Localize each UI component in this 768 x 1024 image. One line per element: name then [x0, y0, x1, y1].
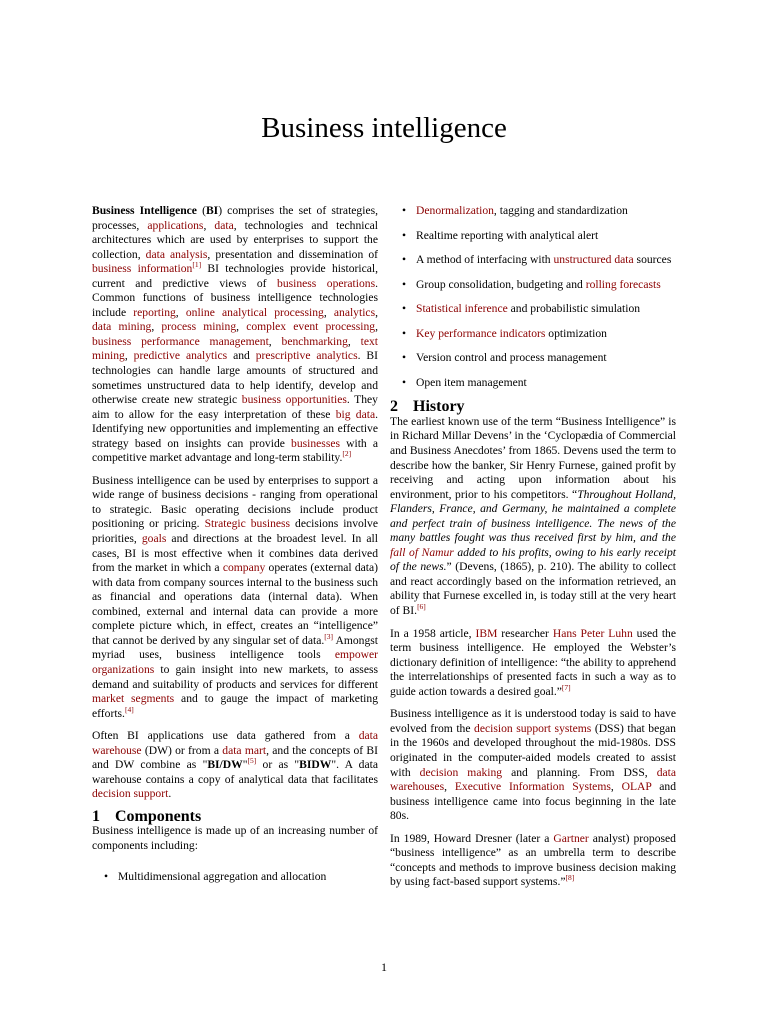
list-item: • Open item management [402, 375, 527, 389]
link-empower-organizations[interactable]: empower organizations [92, 648, 378, 676]
list-item: • Multidimensional aggregation and allocation [104, 869, 327, 883]
citation-3[interactable]: [3] [324, 632, 334, 641]
list-item: • A method of interfacing with unstructured data sources [402, 253, 672, 267]
link-text-mining[interactable]: text mining [92, 334, 379, 363]
link-data-warehouse[interactable]: data warehouse [92, 729, 378, 757]
uses-paragraph: Business intelligence can be used by enterprises to support a wide range of business decisions - ranging from operational to strategic. Basic operating decisions include product positioning or pricing. Strategic business decisions involve priorities, goals and directions at the broadest level. In all cases, BI is most effective when it combines data derived from the market in which a company operates (external data) with data from company sources internal to the business such as financial and operations data (internal data). When combined, external and internal data can provide a more complete picture which, in effect, creates an “intelligence” that cannot be derived by any singular set of data.[3] Amongst myriad uses, business intelligence tools empower organizations to gain insight into new markets, to assess demand and suitability of products and services for different market segments and to gauge the impact of marketing efforts.[4] [92, 473, 379, 720]
link-gartner[interactable]: Gartner [553, 831, 589, 845]
link-prescriptive-analytics[interactable]: prescriptive analytics [255, 349, 358, 363]
link-applications[interactable]: applications [147, 218, 204, 232]
list-item: • Denormalization, tagging and standardization [402, 204, 628, 217]
bullet-icon: • [402, 204, 407, 217]
link-business-performance-management[interactable]: business performance management [92, 334, 269, 348]
link-company[interactable]: company [222, 561, 266, 575]
link-fall-of-namur[interactable]: fall of Namur [390, 545, 454, 559]
link-data-warehouses[interactable]: data warehouses [390, 765, 676, 794]
right-column [390, 204, 676, 898]
link-process-mining[interactable]: process mining [161, 320, 237, 334]
link-data-mining[interactable]: data mining [92, 320, 152, 334]
page-title: Business intelligence [261, 112, 507, 144]
citation-1[interactable]: [1] [192, 260, 202, 270]
bullet-icon: • [402, 375, 407, 389]
bullet-icon: • [104, 869, 109, 883]
link-complex-event-processing[interactable]: complex event processing [246, 320, 376, 334]
list-item: • Version control and process management [402, 351, 607, 365]
link-business-operations[interactable]: business operations [277, 276, 376, 290]
link-olap[interactable]: online analytical processing [185, 305, 324, 319]
link-rolling-forecasts[interactable]: rolling forecasts [585, 277, 661, 291]
components-list-start [92, 870, 378, 885]
section-heading-history: 2 History [390, 398, 465, 416]
intro-paragraph: Business Intelligence (BI) comprises the set of strategies, processes, applications, data, technologies and technical architectures which are used by enterprises to support the collection, data analysis, presentation and dissemination of business information[1] BI technologies provide historical, current and predictive views of business operations. Common functions of business intelligence technologies include reporting, online analytical processing, analytics, data mining, process mining, complex event processing, business performance management, benchmarking, text mining, predictive analytics and prescriptive analytics. BI technologies can handle large amounts of structured and sometimes unstructured data to help identify, develop and otherwise create new strategic business opportunities. They aim to allow for the easy interpretation of these big data. Identifying new opportunities and implementing an effective strategy based on insights can provide businesses with a competitive market advantage and long-term stability.[2] [92, 204, 379, 465]
bullet-icon: • [402, 326, 407, 340]
link-strategic-business[interactable]: Strategic business [204, 517, 291, 531]
link-statistical-inference[interactable]: Statistical inference [416, 302, 508, 316]
link-big-data[interactable]: big data [335, 407, 376, 421]
link-benchmarking[interactable]: benchmarking [281, 334, 348, 348]
link-business-opportunities[interactable]: business opportunities [241, 393, 347, 407]
link-reporting[interactable]: reporting [133, 305, 176, 319]
bullet-icon: • [402, 228, 407, 242]
page-number: 1 [381, 960, 387, 974]
history-paragraph-1: The earliest known use of the term “Business Intelligence” is in Richard Millar Devens’ in the ‘Cyclopædia of Commercial and Business Anecdotes’ from 1865. Devens used the term to describe how the banker, Sir Henry Furnese, gained profit by receiving and acting upon information about his environment, prior to his competitors. “Throughout Holland, Flanders, France, and Germany, he maintained a complete and perfect train of business intelligence. The news of the many battles fought was thus received first by him, and the fall of Namur added to his profits, owing to his early receipt of the news.” (Devens, (1865), p. 210). The ability to collect and react accordingly based on the information retrieved, an ability that Furnese excelled in, is today still at the very heart of BI.[6] [390, 414, 676, 618]
citation-2[interactable]: [2] [342, 449, 352, 459]
link-market-segments[interactable]: market segments [92, 692, 175, 706]
link-data-analysis[interactable]: data analysis [145, 247, 208, 261]
link-analytics[interactable]: analytics [333, 305, 376, 319]
link-olap-2[interactable]: OLAP [621, 780, 652, 794]
link-data[interactable]: data [214, 218, 234, 232]
link-decision-support-systems[interactable]: decision support systems [474, 721, 592, 735]
citation-7[interactable]: [7] [561, 682, 571, 692]
list-item: • Realtime reporting with analytical alert [402, 228, 599, 242]
section-heading-components: 1 Components [92, 807, 202, 825]
list-item: • Group consolidation, budgeting and rolling forecasts [402, 277, 661, 291]
link-predictive-analytics[interactable]: predictive analytics [133, 349, 228, 363]
citation-6[interactable]: [6] [417, 602, 426, 612]
link-denormalization[interactable]: Denormalization [416, 204, 494, 217]
link-data-mart[interactable]: data mart [222, 743, 267, 757]
link-ibm[interactable]: IBM [475, 626, 498, 640]
link-executive-information-systems[interactable]: Executive Information Systems [454, 780, 611, 794]
history-paragraph-3: Business intelligence as it is understood today is said to have evolved from the decision support systems (DSS) that began in the 1960s and developed throughout the mid-1980s. DSS originated in the computer-aided models created to assist with decision making and planning. From DSS, data warehouses, Executive Information Systems, OLAP and business intelligence came into focus beginning in the late 80s. [390, 707, 677, 823]
data-warehouse-paragraph: Often BI applications use data gathered from a data warehouse (DW) or from a data mart, and the concepts of BI and DW combine as "BI/DW"[5] or as "BIDW". A data warehouse contains a copy of analytical data that facilitates decision support. [92, 729, 379, 801]
link-businesses[interactable]: businesses [291, 436, 340, 450]
components-list-continued [390, 204, 676, 390]
bullet-icon: • [402, 277, 407, 291]
history-paragraph-4: In 1989, Howard Dresner (later a Gartner analyst) proposed “business intelligence” as an umbrella term to describe “concepts and methods to improve business decision making by using fact-based support systems.”[8] [390, 831, 676, 889]
components-intro: Business intelligence is made up of an increasing number of components including: [92, 824, 378, 852]
bullet-icon: • [402, 302, 407, 316]
link-hans-peter-luhn[interactable]: Hans Peter Luhn [552, 626, 633, 640]
history-paragraph-2: In a 1958 article, IBM researcher Hans Peter Luhn used the term business intelligence. He employed the Webster’s dictionary definition of intelligence: “the ability to apprehend the interrelationships of presented facts in such a way as to guide action towards a desired goal.”[7] [390, 626, 676, 698]
link-unstructured-data[interactable]: unstructured data [553, 253, 634, 267]
link-decision-making[interactable]: decision making [419, 765, 503, 779]
list-item: • Key performance indicators optimization [402, 326, 607, 340]
link-decision-support[interactable]: decision support [92, 787, 169, 801]
citation-4[interactable]: [4] [124, 704, 134, 714]
link-key-performance-indicators[interactable]: Key performance indicators [416, 326, 546, 340]
citation-8[interactable]: [8] [565, 873, 575, 883]
citation-5[interactable]: [5] [247, 756, 257, 766]
link-goals[interactable]: goals [141, 532, 167, 546]
bullet-icon: • [402, 351, 407, 365]
link-business-information[interactable]: business information [92, 262, 193, 276]
list-item: • Statistical inference and probabilistic simulation [402, 302, 641, 316]
bullet-icon: • [402, 253, 407, 267]
left-column [92, 204, 378, 894]
